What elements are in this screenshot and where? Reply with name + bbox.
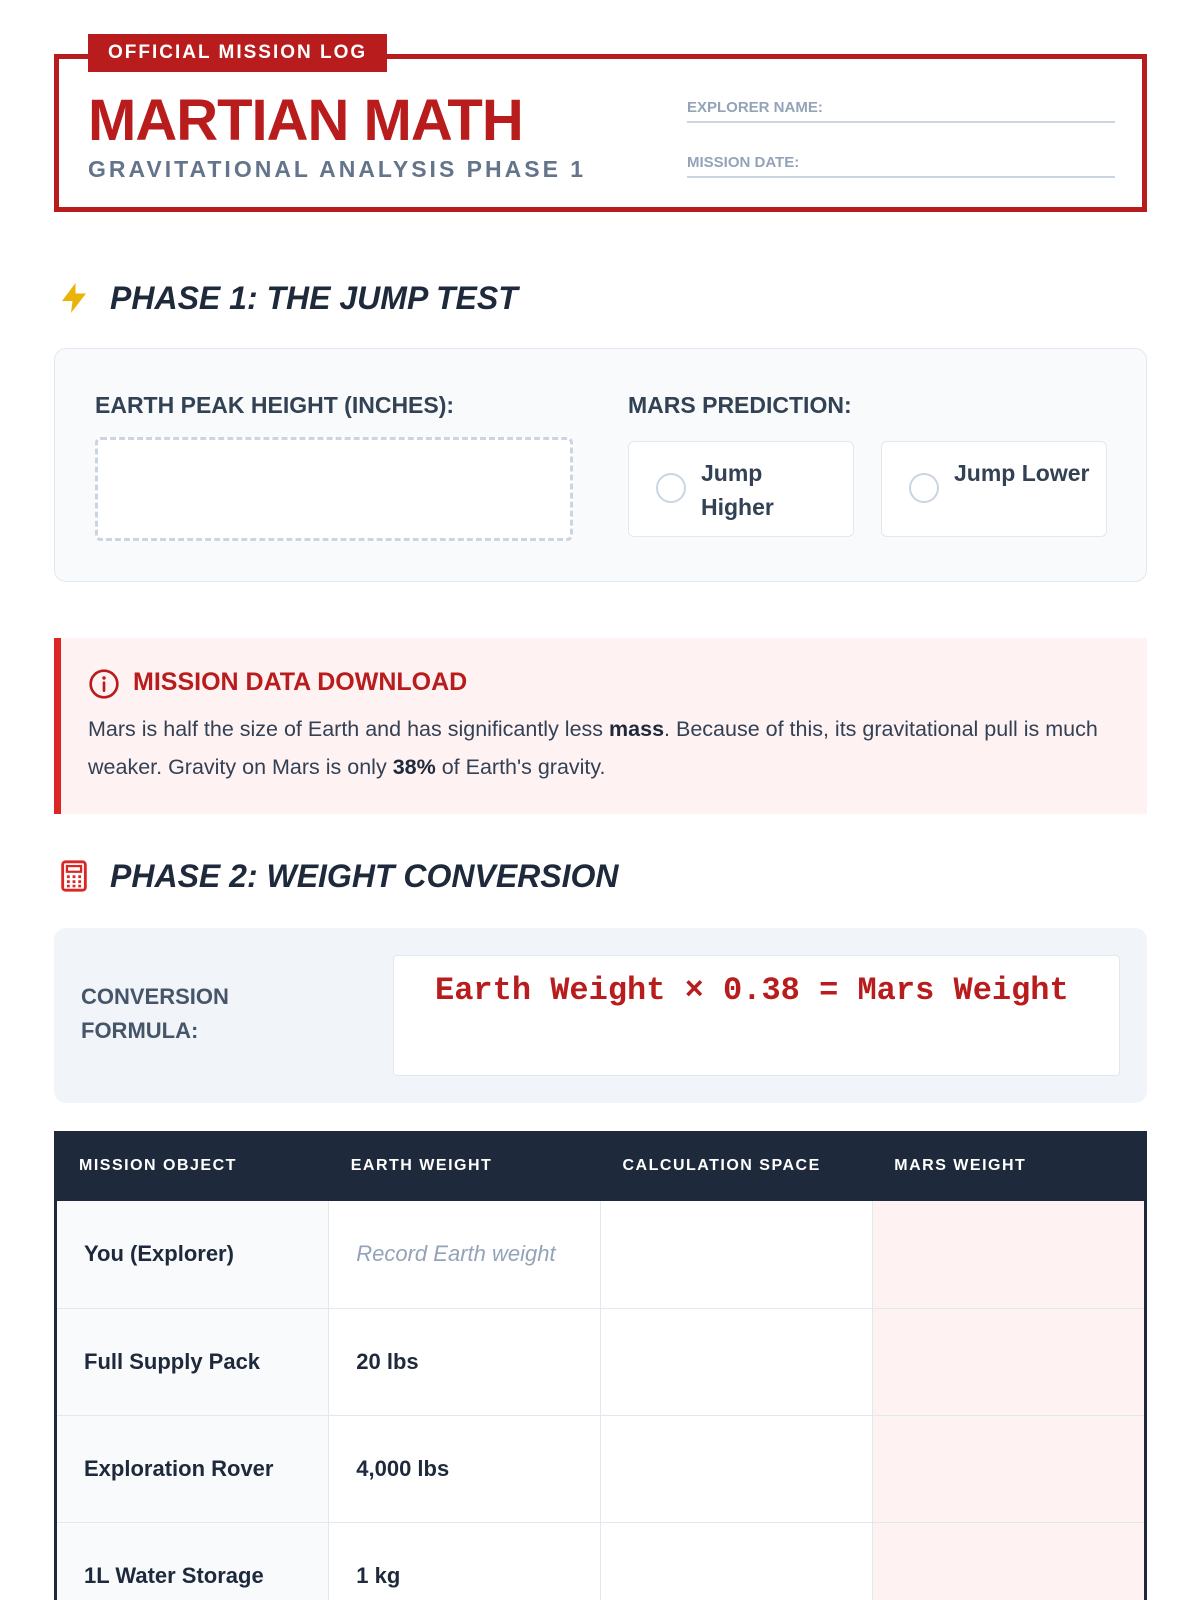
col-calculation-space: CALCULATION SPACE [601,1131,873,1201]
formula-text: Earth Weight × 0.38 = Mars Weight [435,972,1069,1009]
object-cell: 1L Water Storage [57,1522,329,1600]
mission-date-field[interactable] [687,154,1115,178]
phase1-heading [54,278,518,318]
explorer-name-field[interactable] [687,99,1115,123]
alert-text: Mars is half the size of Earth and has significantly less mass. Because of this, its gravitational pull is much weaker. Gravity on Mars is only 38% of Earth's gravity. [88,717,1098,779]
table-row [57,1308,1144,1415]
formula-label: CONVERSION FORMULA: [81,984,229,1043]
phase1-title: PHASE 1: THE JUMP TEST [110,279,518,316]
earth-weight-cell: 20 lbs [329,1308,601,1415]
earth-weight-cell: 1 kg [329,1522,601,1600]
info-icon [88,668,120,705]
calculator-icon [54,856,94,896]
mission-date-label: MISSION DATE: [687,154,800,171]
alert-title: MISSION DATA DOWNLOAD [133,668,468,696]
calculation-cell[interactable] [601,1415,873,1522]
mission-log-tag: OFFICIAL MISSION LOG [88,34,387,72]
table-row [57,1415,1144,1522]
col-mars-weight: MARS WEIGHT [872,1131,1144,1201]
page-subtitle: GRAVITATIONAL ANALYSIS PHASE 1 [88,156,587,182]
earth-height-input[interactable] [95,437,573,541]
calculation-cell[interactable] [601,1522,873,1600]
explorer-name-label: EXPLORER NAME: [687,99,823,116]
option-jump-higher[interactable] [628,441,854,537]
col-earth-weight: EARTH WEIGHT [329,1131,601,1201]
mars-weight-cell[interactable] [872,1201,1144,1308]
option-lower-label: Jump Lower [954,460,1090,486]
table-header-row [57,1131,1144,1201]
phase2-heading [54,856,619,896]
object-cell: You (Explorer) [57,1201,329,1308]
calculation-cell[interactable] [601,1201,873,1308]
mars-prediction-label: MARS PREDICTION: [628,392,852,418]
earth-weight-cell: 4,000 lbs [329,1415,601,1522]
lightning-icon [54,278,94,318]
mars-weight-cell[interactable] [872,1308,1144,1415]
option-higher-label: Jump Higher [701,460,774,520]
table-row [57,1201,1144,1308]
weight-table [54,1131,1147,1600]
radio-lower[interactable] [909,473,939,503]
mars-weight-cell[interactable] [872,1415,1144,1522]
earth-weight-input[interactable]: Record Earth weight [329,1201,601,1308]
object-cell: Full Supply Pack [57,1308,329,1415]
phase2-title: PHASE 2: WEIGHT CONVERSION [110,857,619,894]
radio-higher[interactable] [656,473,686,503]
page-title: MARTIAN MATH [88,88,523,153]
table-row [57,1522,1144,1600]
calculation-cell[interactable] [601,1308,873,1415]
mars-weight-cell[interactable] [872,1522,1144,1600]
object-cell: Exploration Rover [57,1415,329,1522]
option-jump-lower[interactable] [881,441,1107,537]
earth-height-label: EARTH PEAK HEIGHT (INCHES): [95,392,455,418]
col-mission-object: MISSION OBJECT [57,1131,329,1201]
